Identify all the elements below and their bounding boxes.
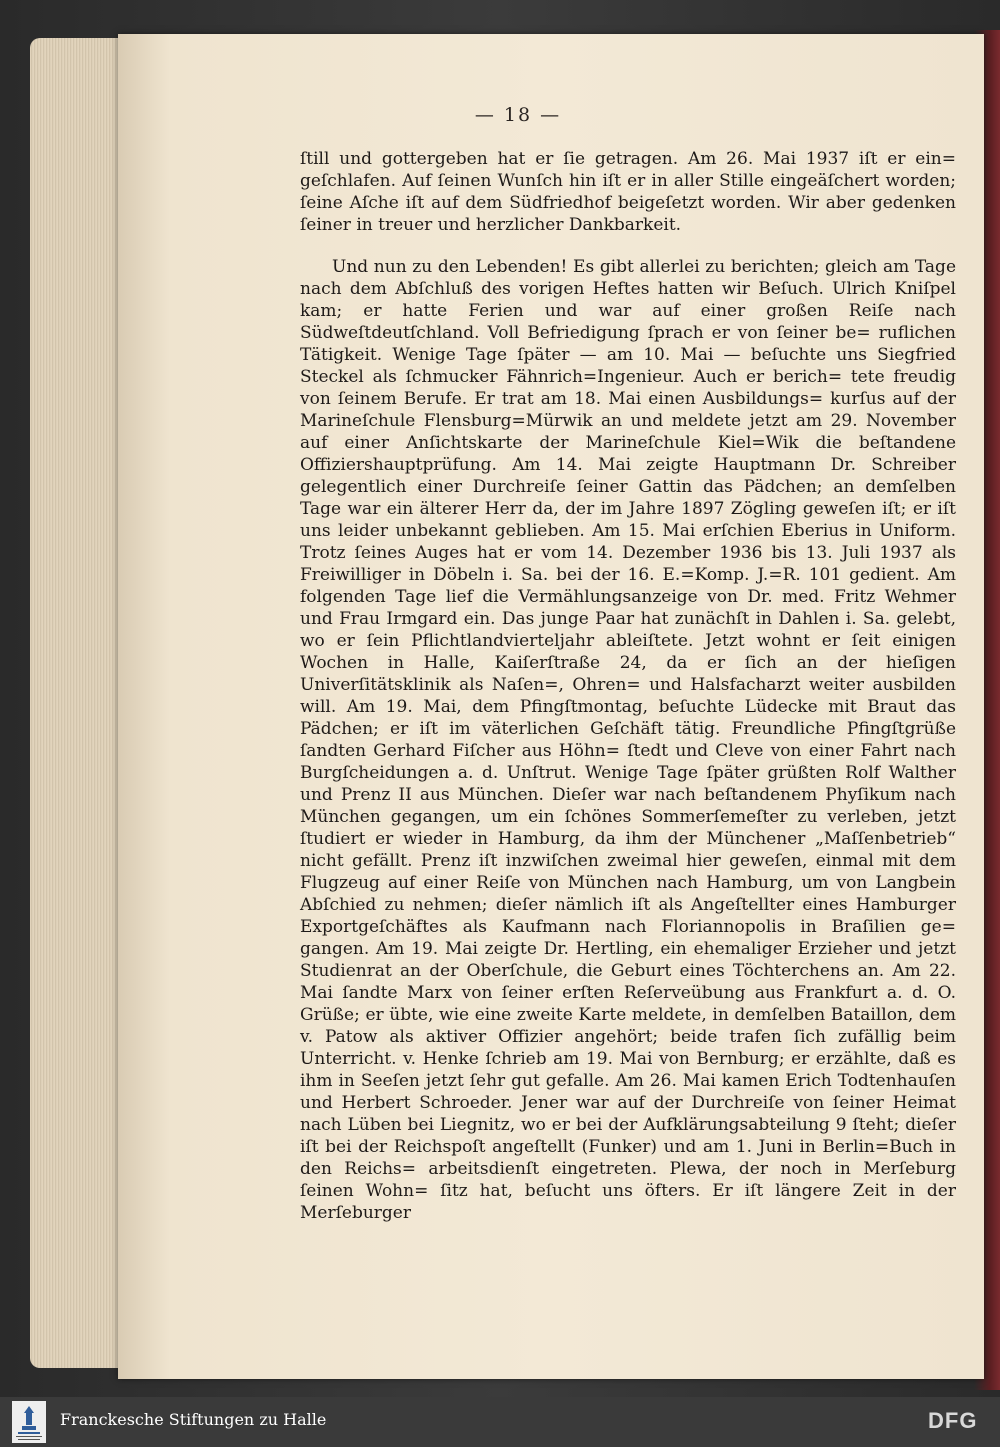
institution-name: Franckesche Stiftungen zu Halle — [60, 1410, 327, 1429]
paragraph-1: ſtill und gottergeben hat er ſie getragen. Am 26. Mai 1937 iſt er ein= geſchlafen. Auf ſeinen Wunſch hin iſt er in aller Stille eingeäſchert worden; ſeine Aſche iſt auf dem Südfriedhof beigeſetzt worden. Wir aber gedenken ſeiner in treuer und herzlicher Dankbarkeit. — [300, 149, 956, 235]
book-page — [118, 34, 984, 1379]
dfg-logo-icon — [928, 1407, 988, 1433]
page-number: — 18 — — [474, 104, 562, 126]
page-text — [300, 148, 956, 1224]
institution-logo-icon — [12, 1401, 46, 1443]
svg-text:DFG: DFG — [928, 1408, 978, 1433]
viewer-footer — [0, 1397, 1000, 1447]
paragraph-2: Und nun zu den Lebenden! Es gibt allerlei zu berichten; gleich am Tage nach dem Abſchluß des vorigen Heftes hatten wir Beſuch. Ulrich Kniſpel kam; er hatte Ferien und war auf einer großen Reiſe nach Südweſtdeutſchland. Voll Befriedigung ſprach er von ſeiner be= ruflichen Tätigkeit. Wenige Tage ſpäter — am 10. Mai — beſuchte uns Siegfried Steckel als ſchmucker Fähnrich=Ingenieur. Auch er berich= tete freudig von ſeinem Berufe. Er trat am 18. Mai einen Ausbildungs= kurſus auf der Marineſchule Flensburg=Mürwik an und meldete jetzt am 29. November auf einer Anſichtskarte der Marineſchule Kiel=Wik die beſtandene Offiziershauptprüfung. Am 14. Mai zeigte Hauptmann Dr. Schreiber gelegentlich einer Durchreiſe ſeiner Gattin das Pädchen; an demſelben Tage war ein älterer Herr da, der im Jahre 1897 Zögling geweſen iſt; er iſt uns leider unbekannt geblieben. Am 15. Mai erſchien Eberius in Uniform. Trotz ſeines Auges hat er vom 14. Dezember 1936 bis 13. Juli 1937 als Freiwilliger in Döbeln i. Sa. bei der 16. E.=Komp. J.=R. 101 gedient. Am folgenden Tage lief die Vermählungsanzeige von Dr. med. Fritz Wehmer und Frau Irmgard ein. Das junge Paar hat zunächſt in Dahlen i. Sa. gelebt, wo er ſein Pflichtlandvierteljahr ableiſtete. Jetzt wohnt er ſeit einigen Wochen in Halle, Kaiſerſtraße 24, da er ſich an der hieſigen Univerſitätsklinik als Naſen=, Ohren= und Halsfacharzt weiter ausbilden will. Am 19. Mai, dem Pfingſtmontag, beſuchte Lüdecke mit Braut das Pädchen; er iſt im väterlichen Geſchäft tätig. Freundliche Pfingſtgrüße ſandten Gerhard Fiſcher aus Höhn= ſtedt und Cleve von einer Fahrt nach Burgſcheidungen a. d. Unſtrut. Wenige Tage ſpäter grüßten Rolf Walther und Prenz II aus München. Dieſer war nach beſtandenem Phyſikum nach München gegangen, um ein ſchönes Sommerſemeſter zu verleben, jetzt ſtudiert er wieder in Hamburg, da ihm der Münchener „Maſſenbetrieb“ nicht gefällt. Prenz iſt inzwiſchen zweimal hier geweſen, einmal mit dem Flugzeug auf einer Reiſe von München nach Hamburg, um von Langbein Abſchied zu nehmen; dieſer nämlich iſt als Angeſtellter eines Hamburger Exportgeſchäftes als Kaufmann nach Floriannopolis in Braſilien ge= gangen. Am 19. Mai zeigte Dr. Hertling, ein ehemaliger Erzieher und jetzt Studienrat an der Oberſchule, die Geburt eines Töchterchens an. Am 22. Mai ſandte Marx von ſeiner erſten Reſerveübung aus Frankfurt a. d. O. Grüße; er übte, wie eine zweite Karte meldete, in demſelben Bataillon, dem v. Patow als aktiver Offizier angehört; beide trafen ſich zufällig beim Unterricht. v. Henke ſchrieb am 19. Mai von Bernburg; er erzählte, daß es ihm in Seeſen jetzt ſehr gut gefalle. Am 26. Mai kamen Erich Todtenhauſen und Herbert Schroeder. Jener war auf der Durchreiſe von ſeiner Heimat nach Lüben bei Liegnitz, wo er bei der Aufklärungsabteilung 9 ſteht; dieſer iſt bei der Reichspoſt angeſtellt (Funker) und am 1. Juni in Berlin=Buch in den Reichs= arbeitsdienſt eingetreten. Plewa, der noch in Merſeburg ſeinen Wohn= ſitz hat, beſucht uns öfters. Er iſt längere Zeit in der Merſeburger — [300, 257, 956, 1223]
